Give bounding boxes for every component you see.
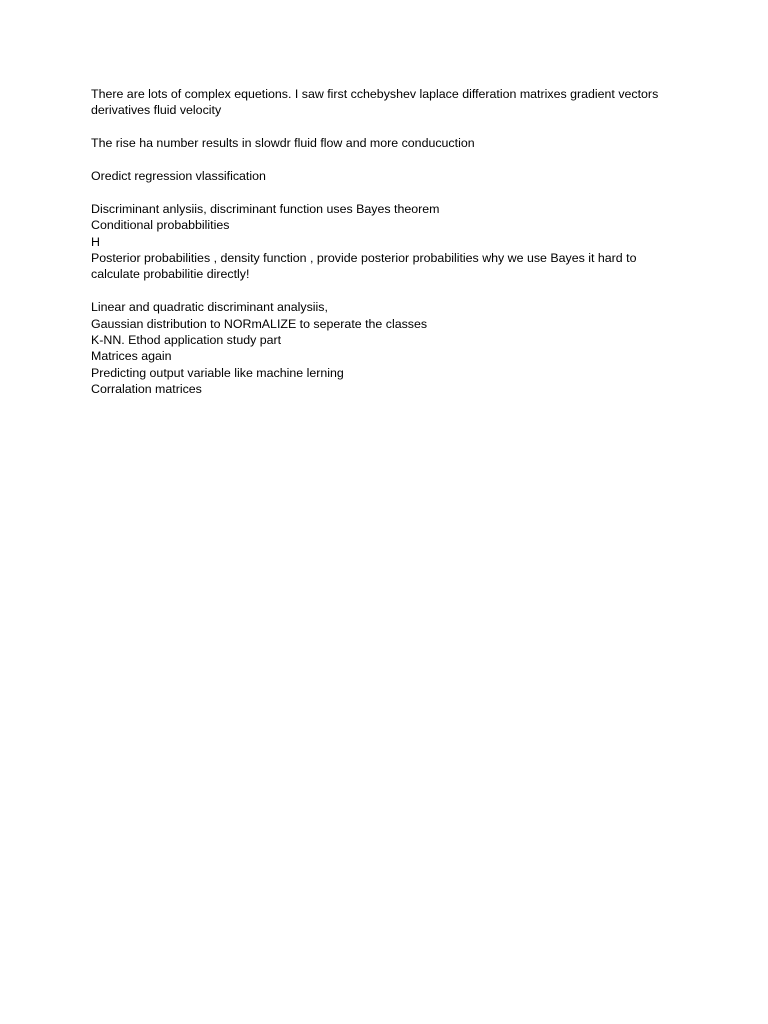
text-line: Corralation matrices bbox=[91, 382, 202, 397]
text-line: Posterior probabilities , density function , provide posterior probabilities why we use Bayes it hard to calculate probabilitie directly! bbox=[91, 251, 637, 282]
text-line: Oredict regression vlassification bbox=[91, 169, 266, 183]
text-line: The rise ha number results in slowdr fluid flow and more conducuction bbox=[91, 136, 475, 151]
text-line: Discriminant anlysiis, discriminant function uses Bayes theorem bbox=[91, 201, 440, 216]
blank-line bbox=[91, 283, 681, 299]
text-line: K-NN. Ethod application study part bbox=[91, 333, 282, 348]
text-line: Matrices again bbox=[91, 349, 172, 364]
text-line: Linear and quadratic discriminant analysiis, bbox=[91, 300, 328, 315]
text-line: Gaussian distribution to NORmALIZE to seperate the classes bbox=[91, 316, 428, 331]
blank-line bbox=[91, 184, 681, 200]
document-body bbox=[91, 86, 681, 398]
text-line: Predicting output variable like machine lerning bbox=[91, 365, 344, 380]
text-line: There are lots of complex equetions. I saw first cchebyshev laplace differation matrixes gradient vectors derivatives fluid velocity bbox=[91, 87, 659, 118]
blank-line bbox=[91, 119, 681, 135]
text-line: Conditional probabbilities bbox=[91, 218, 230, 233]
blank-line bbox=[91, 152, 681, 168]
text-line: H bbox=[91, 234, 100, 249]
